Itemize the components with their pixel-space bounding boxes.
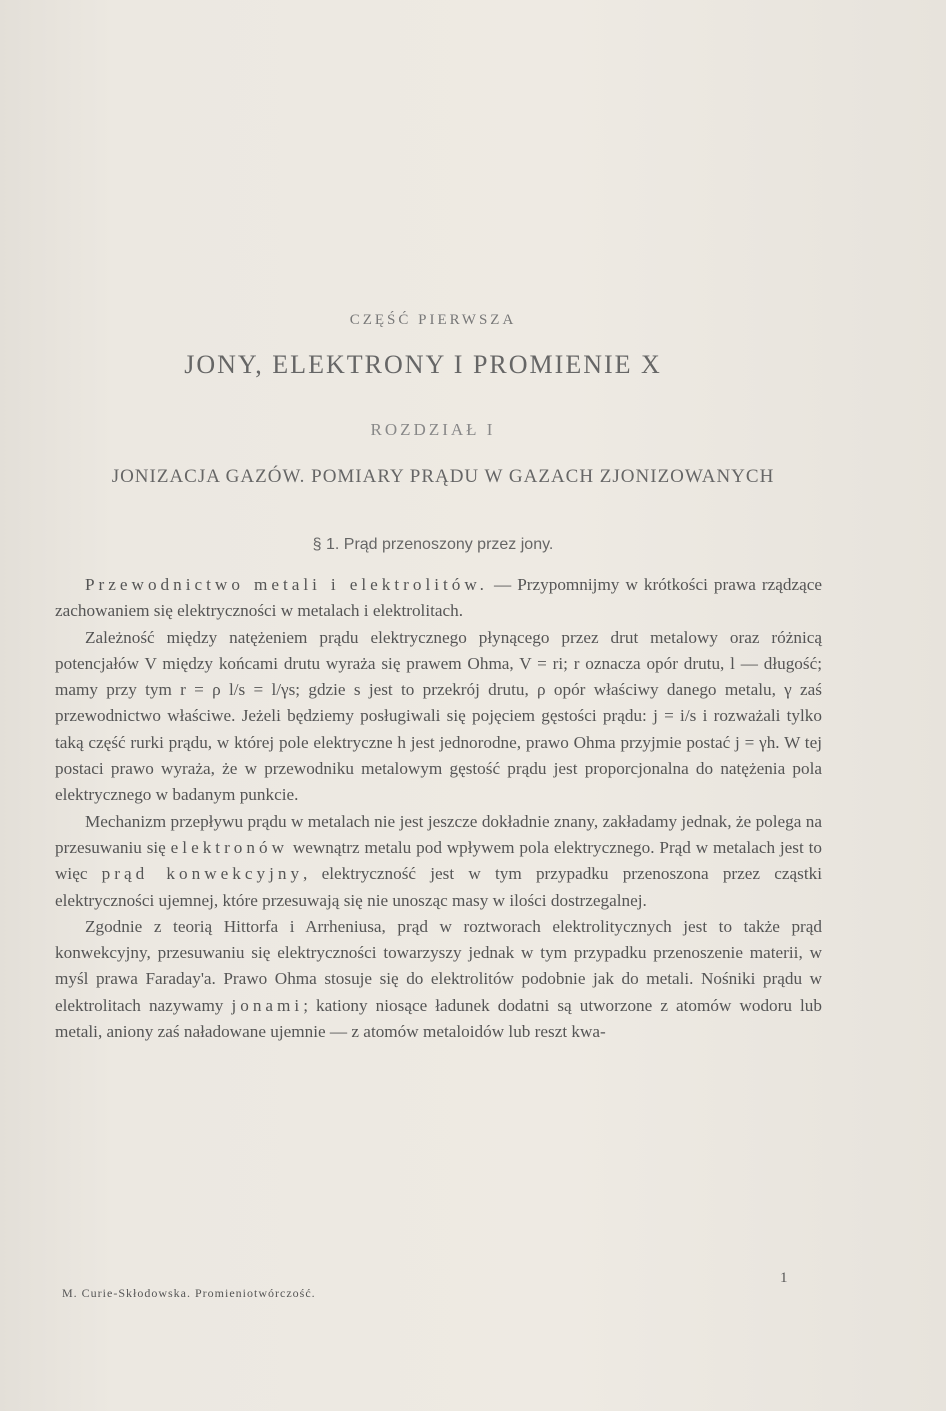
- paragraph-3-emphasis-convective: prąd konwekcyjny: [101, 864, 304, 884]
- paragraph-lead: Przewodnictwo metali i elektrolitów.: [85, 575, 488, 594]
- chapter-heading: ROZDZIAŁ I: [370, 420, 496, 439]
- paragraph-3-text-c: wewnątrz metalu pod wpływem pola elektrycznego. Prąd w metalach jest to więc: [55, 837, 822, 884]
- section-heading: § 1. Prąd przenoszony przez jony.: [312, 536, 554, 553]
- page-title: JONY, ELEKTRONY I PROMIENIE X: [184, 350, 662, 379]
- paragraph-3-text-a: Mechanizm przepływu prądu w metalach nie jest jeszcze dokładnie znany, zakładamy jednak, że polega na przesuwaniu się: [55, 811, 822, 857]
- paragraph-3-text-e: , elektryczność jest w tym przypadku przenoszona przez cząstki elektryczności ujemnej, które przesuwają się nie unosząc masy w ilości dostrzegalnej.: [55, 864, 822, 910]
- body-text: [55, 572, 822, 1045]
- paragraph-4-emphasis-ions: jonami: [231, 995, 304, 1015]
- paragraph-1: [55, 572, 822, 625]
- paragraph-2: Zależność między natężeniem prądu elektrycznego płynącego przez drut metalowy oraz różnicą potencjałów V między końcami drutu wyraża się prawem Ohma, V = ri; r oznacza opór drutu, l — długość; mamy przy tym r = ρ l/s = l/γs; gdzie s jest to przekrój drutu, ρ opór właściwy danego metalu, γ zaś przewodnictwo właściwe. Jeżeli będziemy posługiwali się pojęciem gęstości prądu: j = i/s i rozważali tylko taką część rurki prądu, w której pole elektryczne h jest jednorodne, prawo Ohma przyjmie postać j = γh. W tej postaci prawo wyraża, że w przewodniku metalowym gęstość prądu jest proporcjonalna do natężenia pola elektrycznego w badanym punkcie.: [55, 627, 822, 805]
- paragraph-3-emphasis-electrons: elektronów: [170, 837, 288, 857]
- paragraph-4-text-a: Zgodnie z teorią Hittorfa i Arrheniusa, prąd w roztworach elektrolitycznych jest to także prąd konwekcyjny, przesuwaniu się elektryczności towarzyszy jednak w tym przypadku przenoszenie materii, w myśl prawa Faraday'a. Prawo Ohma stosuje się do elektrolitów podobnie jak do metali. Nośniki prądu w elektrolitach nazywamy: [55, 916, 822, 1015]
- page-number: 1: [780, 1270, 788, 1286]
- footer-signature: M. Curie-Skłodowska. Promieniotwórczość.: [62, 1286, 316, 1300]
- chapter-title: JONIZACJA GAZÓW. POMIARY PRĄDU W GAZACH ZJONIZOWANYCH: [111, 466, 775, 487]
- paragraph-4-text-c: ; kationy niosące ładunek dodatni są utworzone z atomów wodoru lub metali, aniony zaś naładowane ujemnie — z atomów metaloidów lub reszt kwa-: [55, 995, 822, 1042]
- paragraph-4: [55, 914, 822, 1045]
- part-heading: CZĘŚĆ PIERWSZA: [349, 312, 517, 328]
- paragraph-3: [55, 809, 822, 914]
- paragraph-1-rest: — Przypomnijmy w krótkości prawa rządzące zachowaniem się elektryczności w metalach i elektrolitach.: [55, 575, 822, 621]
